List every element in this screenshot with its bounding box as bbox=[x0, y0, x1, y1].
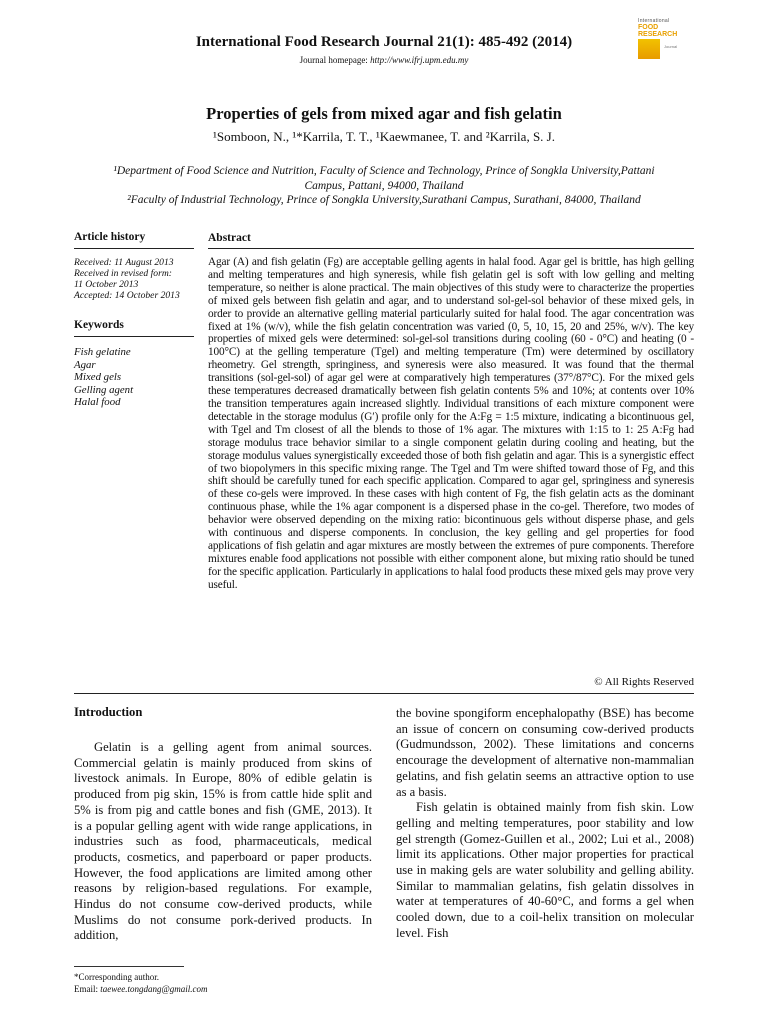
email-label: Email: bbox=[74, 984, 101, 994]
affiliation-1: ¹Department of Food Science and Nutrition, Faculty of Science and Technology, Prince of Songkla University,Pattani Campus, Pattani, 94000, Thailand bbox=[113, 165, 655, 192]
introduction-right-paragraph-1: the bovine spongiform encephalopathy (BSE) has become an issue of concern on consuming cow-derived products (Gudmundsson, 2002). These limitations and concerns encourage the development of alternative non-mammalian gelatins, and fish gelatin seems an attractive option to use as a basis. bbox=[396, 706, 694, 799]
abstract-text: Agar (A) and fish gelatin (Fg) are acceptable gelling agents in halal food. Agar gel is brittle, has high gelling and melting temperatures and high syneresis, while fish gelatin gel is soft with low gelling and melting temperature, so neither is alone practical. The main objectives of this study were to characterize the properties of mixed gels between fish gelatin and agar, and to understand sol-gel-sol behavior of these mixed gels, in order to provide an alternative gelling material particularly suited for halal food. The agar concentration was fixed at 1% (w/v), while the fish gelatin concentration was varied (0, 5, 10, 15, 20 and 25%, w/v). The key properties of mixed gels were determined: sol-gel-sol transitions during cooling (60 - 0°C) and heating (0 - 100°C) at the gelling temperature (Tgel) and melting temperature (Tm) were determined by oscillatory rheometry. Gel strength, springiness, and syneresis were also measured. It was found that the thermal transitions (sol-gel-sol) of agar gel were at comparatively high temperatures (37°/87°C). For the mixed gels these temperatures decreased dramatically between fish gelatin contents 5% and 10%; at contents over 10% the transition temperatures again increased slightly. Individual transitions of each mixture component were detectable in the storage modulus (G′) profile only for the A:Fg = 1:5 mixture, indicating a bicontinuous gel, with Tgel and Tm closest of all the blends to those of 1% agar. The mixtures with 1:15 to 1: 25 A:Fg had storage modulus trace behavior similar to a single component gelatin during cooling and heating, but the storage modulus values synergistically exceeded those of both fish gelatin and agar. This is a synergistic effect of two biopolymers in this specific mixing range. The Tgel and Tm were shifted toward those of Fg, and this shift should be carefully tuned for each specific application. Compared to agar gel, springiness and syneresis of these co-gels were improved. In these cases with high content of Fg, the fish gelatin acts as the dominant continuous phase, while the 1% agar component is a dispersed phase in the co-gel. Therefore, two modes of behavior were observed depending on the mixing ratio: bicontinuous gels without disperse phase, and gels with continuous and disperse components. In conclusion, the key gelling and gel properties for food applications of fish gelatin and agar mixtures are mostly between the extremes of pure components. Therefore mixtures enable food applications not possible with either component alone, but mixing ratio should be tuned for the specific application. Particularly in applications to halal food products these mixed gels may prove very useful. bbox=[208, 256, 694, 591]
paper-title: Properties of gels from mixed agar and fish gelatin bbox=[206, 104, 562, 123]
logo-block-icon bbox=[638, 39, 660, 59]
abstract-rule bbox=[208, 248, 694, 249]
homepage-label: Journal homepage: bbox=[299, 55, 371, 65]
introduction-right-column bbox=[396, 706, 694, 942]
revised-label: Received in revised form: bbox=[74, 268, 172, 279]
logo-line3: Journal bbox=[664, 44, 678, 49]
article-history-heading: Article history bbox=[74, 231, 146, 243]
keyword-item: Agar bbox=[74, 358, 96, 371]
corresponding-email-line bbox=[74, 984, 208, 995]
logo-line2: FOOD RESEARCH bbox=[638, 24, 678, 38]
footnote-rule bbox=[74, 966, 184, 967]
revised-date: 11 October 2013 bbox=[74, 279, 139, 290]
copyright-notice: © All Rights Reserved bbox=[594, 676, 694, 688]
journal-logo bbox=[638, 18, 692, 58]
article-history-rule bbox=[74, 248, 194, 249]
abstract-heading: Abstract bbox=[208, 232, 251, 244]
author-list: ¹Somboon, N., ¹*Karrila, T. T., ¹Kaewmanee, T. and ²Karrila, S. J. bbox=[213, 129, 555, 144]
introduction-heading: Introduction bbox=[74, 705, 143, 719]
keywords-rule bbox=[74, 336, 194, 337]
affiliation-2: ²Faculty of Industrial Technology, Prince of Songkla University,Surathani Campus, Surathani, 84000, Thailand bbox=[127, 194, 641, 206]
keyword-item: Mixed gels bbox=[74, 371, 122, 384]
keywords-heading: Keywords bbox=[74, 319, 124, 331]
corresponding-author-note: *Corresponding author. bbox=[74, 972, 159, 982]
abstract-bottom-rule bbox=[74, 693, 694, 694]
received-date: Received: 11 August 2013 bbox=[74, 257, 174, 268]
introduction-right-paragraph-2: Fish gelatin is obtained mainly from fish skin. Low gelling and melting temperatures, poor stability and low gel strength (Gomez-Guillen et al., 2002; Lui et al., 2008) limit its applications. Other major properties for practical use in making gels are water solubility and gelling ability. Similar to mammalian gelatins, fish gelatin dissolves in water at temperatures of 40-60°C, and forms a gel when cooled down, due to a coil-helix transition on molecular level. Fish bbox=[396, 800, 694, 940]
accepted-date: Accepted: 14 October 2013 bbox=[74, 290, 180, 301]
homepage-link[interactable]: http://www.ifrj.upm.edu.my bbox=[370, 55, 469, 65]
introduction-left-paragraph: Gelatin is a gelling agent from animal sources. Commercial gelatin is mainly produced from skins of livestock animals. In Europe, 80% of edible gelatin is produced from pig skin, 15% is from cattle hide split and 5% is from pig and cattle bones and fish (GME, 2013). It is a popular gelling agent with wide range applications, in industries such as food, pharmaceuticals, medical products, cosmetics, and paperboard or paper products. However, the food applications are limited among other reasons by religion-based regulations. For example, Hindus do not consume cow-derived products, while Muslims do not consume pork-derived products. In addition, bbox=[74, 740, 372, 943]
keyword-item: Gelling agent bbox=[74, 383, 134, 396]
email-link[interactable]: taewee.tongdang@gmail.com bbox=[100, 984, 208, 994]
article-history-list bbox=[74, 257, 194, 301]
keyword-item: Fish gelatine bbox=[74, 346, 131, 358]
keyword-item: Halal food bbox=[74, 396, 121, 409]
journal-citation: International Food Research Journal 21(1): 485-492 (2014) bbox=[195, 34, 573, 50]
keywords-list bbox=[74, 346, 194, 409]
logo-line1: International bbox=[638, 18, 670, 24]
